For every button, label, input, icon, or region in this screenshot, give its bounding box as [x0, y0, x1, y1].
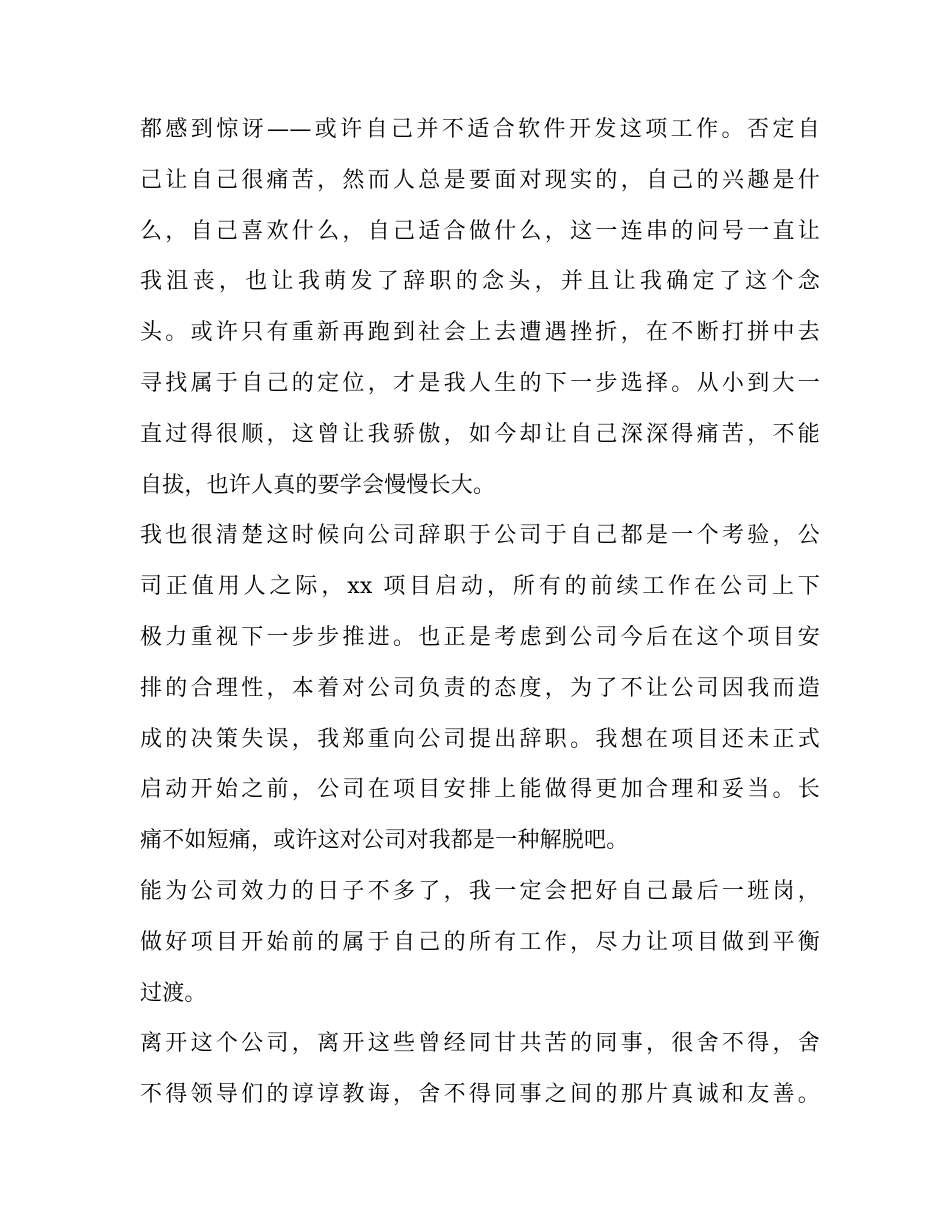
text-line: 能为公司效力的日子不多了，我一定会把好自己最后一班岗，: [140, 878, 820, 904]
paragraph-4: [140, 1019, 820, 1121]
text-line: 不得领导们的谆谆教诲，舍不得同事之间的那片真诚和友善。: [140, 1082, 820, 1108]
text-line: 痛不如短痛，或许这对公司对我都是一种解脱吧。: [140, 828, 629, 854]
text-line: 都感到惊讶——或许自己并不适合软件开发这项工作。否定自: [140, 117, 820, 142]
text-line: 司正值用人之际，xx 项目启动，所有的前续工作在公司上下: [140, 574, 820, 600]
text-line: 我沮丧，也让我萌发了辞职的念头，并且让我确定了这个念: [140, 269, 820, 295]
document-body: [140, 105, 820, 1121]
paragraph-2: [140, 511, 820, 867]
text-line: 我也很清楚这时候向公司辞职于公司于自己都是一个考验，公: [140, 523, 820, 549]
text-line: 做好项目开始前的属于自己的所有工作，尽力让项目做到平衡: [140, 929, 820, 955]
text-line: 寻找属于自己的定位，才是我人生的下一步选择。从小到大一: [140, 370, 820, 396]
text-line: 么，自己喜欢什么，自己适合做什么，这一连串的问号一直让: [140, 218, 820, 244]
text-line: 排的合理性，本着对公司负责的态度，为了不让公司因我而造: [140, 675, 820, 701]
text-line: 直过得很顺，这曾让我骄傲，如今却让自己深深得痛苦，不能: [140, 421, 820, 447]
text-line: 过渡。: [140, 980, 207, 1006]
paragraph-1: [140, 105, 820, 511]
paragraph-3: [140, 867, 820, 1019]
text-line: 成的决策失误，我郑重向公司提出辞职。我想在项目还未正式: [140, 726, 820, 752]
text-line: 离开这个公司，离开这些曾经同甘共苦的同事，很舍不得，舍: [140, 1031, 820, 1057]
text-line: 极力重视下一步步推进。也正是考虑到公司今后在这个项目安: [140, 624, 820, 650]
text-line: 启动开始之前，公司在项目安排上能做得更加合理和妥当。长: [140, 777, 820, 803]
text-line: 己让自己很痛苦，然而人总是要面对现实的，自己的兴趣是什: [140, 167, 820, 193]
text-line: 头。或许只有重新再跑到社会上去遭遇挫折，在不断打拼中去: [140, 320, 820, 346]
text-line: 自拔，也许人真的要学会慢慢长大。: [140, 472, 496, 498]
